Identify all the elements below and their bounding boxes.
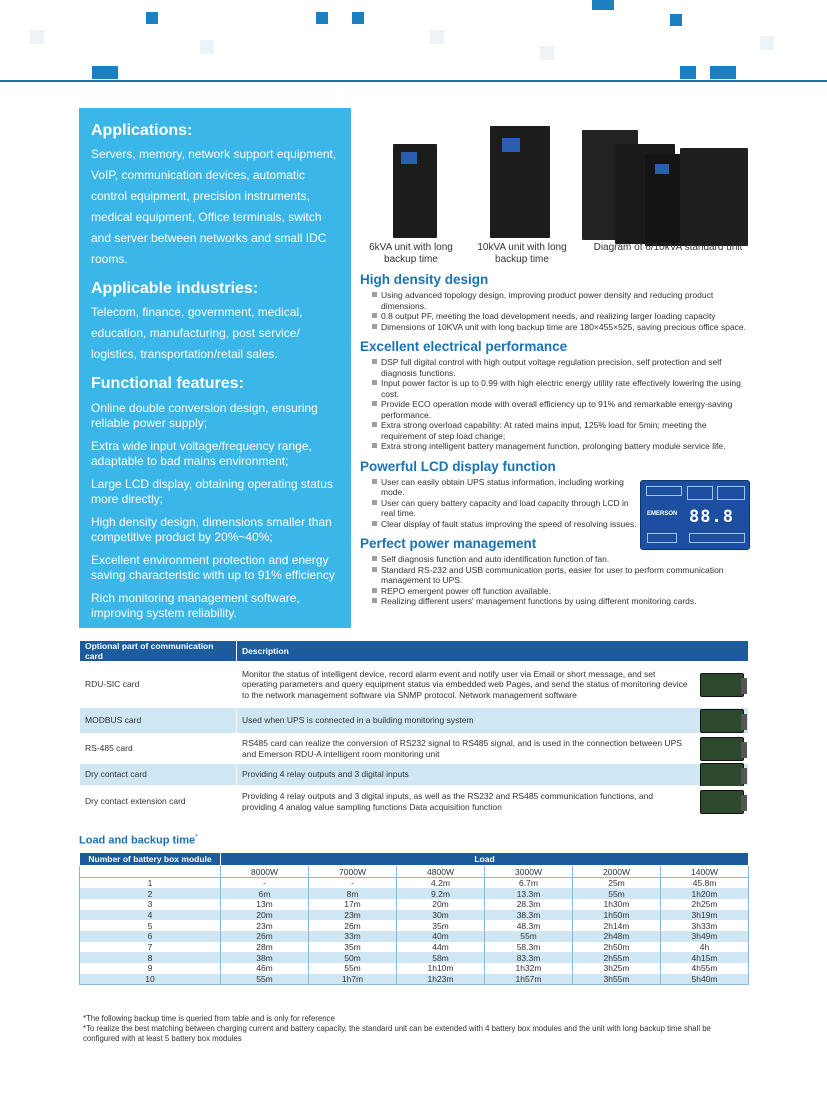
load-columns-row bbox=[80, 866, 749, 878]
card-image bbox=[700, 709, 744, 733]
list-item: Realizing different users' management functions by using different monitoring cards. bbox=[372, 596, 750, 607]
backup-time-cell: 33m bbox=[309, 931, 397, 942]
caption-10kva: 10kVA unit with long backup time bbox=[477, 242, 567, 265]
column-header: Number of battery box module bbox=[80, 853, 221, 866]
section-title-lcd: Powerful LCD display function bbox=[360, 458, 556, 474]
backup-time-cell: 13.3m bbox=[485, 888, 573, 899]
card-name: Dry contact extension card bbox=[80, 786, 237, 818]
features-panel bbox=[79, 108, 351, 628]
applications-title: Applications: bbox=[91, 122, 193, 139]
table-row bbox=[80, 899, 749, 910]
backup-time-cell: 6.7m bbox=[485, 878, 573, 889]
list-item: Standard RS-232 and USB communication ports, easier for user to perform communication management to UPS. bbox=[372, 565, 750, 586]
load-column: 8000W bbox=[221, 866, 309, 878]
feature-item: Rich monitoring management software, improving system reliability. bbox=[91, 591, 300, 620]
footnotes bbox=[79, 1014, 749, 1044]
list-item: Using advanced topology design, improving product power density and reducing product dimensions. bbox=[372, 290, 750, 311]
load-column: 2000W bbox=[573, 866, 661, 878]
backup-time-cell: 55m bbox=[221, 974, 309, 985]
backup-time-cell: 17m bbox=[309, 899, 397, 910]
battery-module-count: 8 bbox=[80, 952, 221, 963]
backup-time-cell: 28m bbox=[221, 942, 309, 953]
communication-card-table bbox=[79, 640, 749, 818]
backup-time-cell: 26m bbox=[309, 920, 397, 931]
deco-square bbox=[680, 66, 696, 79]
backup-time-cell: 1h7m bbox=[309, 974, 397, 985]
backup-time-cell: 1h30m bbox=[573, 899, 661, 910]
backup-time-cell: 1h57m bbox=[485, 974, 573, 985]
backup-time-cell: 2h50m bbox=[573, 942, 661, 953]
battery-module-count: 3 bbox=[80, 899, 221, 910]
battery-module-count: 7 bbox=[80, 942, 221, 953]
backup-time-cell: 26m bbox=[221, 931, 309, 942]
load-column: 4800W bbox=[397, 866, 485, 878]
features-list bbox=[91, 401, 339, 621]
caption-6kva: 6kVA unit with long backup time bbox=[369, 242, 453, 265]
table-row bbox=[80, 910, 749, 921]
feature-item: Large LCD display, obtaining operating status more directly; bbox=[91, 477, 333, 506]
battery-module-count: 4 bbox=[80, 910, 221, 921]
list-item: Dimensions of 10KVA unit with long backup time are 180×455×525, saving precious office space. bbox=[372, 322, 750, 333]
backup-time-cell: 45.8m bbox=[661, 878, 749, 889]
column-header: Description bbox=[237, 641, 749, 662]
list-item: Extra strong intelligent battery management function, prolonging battery module service life. bbox=[372, 441, 750, 452]
backup-time-cell: 6m bbox=[221, 888, 309, 899]
backup-time-cell: 4h bbox=[661, 942, 749, 953]
industries-title: Applicable industries: bbox=[91, 280, 259, 297]
applications-text: Servers, memory, network support equipment, VoIP, communication devices, automatic control equipment, precision instruments, medical equipment, Office terminals, switch and server between networks and small IDC rooms. bbox=[91, 147, 337, 266]
card-description: Monitor the status of intelligent device, record alarm event and notify user via Email or short message, and set operating parameters and query equipment status via embedded web Pages, and send the status of monitoring device to the network management software via SNMP protocol. Network management software bbox=[237, 662, 749, 708]
battery-module-count: 6 bbox=[80, 931, 221, 942]
header-decoration bbox=[0, 0, 827, 84]
backup-time-cell: 55m bbox=[485, 931, 573, 942]
section-title-electrical: Excellent electrical performance bbox=[360, 339, 568, 354]
lcd-panel-image bbox=[640, 480, 750, 550]
column-header: Optional part of communication card bbox=[80, 641, 237, 662]
load-table-title: Load and backup time* bbox=[79, 834, 198, 847]
section-title-power-management: Perfect power management bbox=[360, 536, 537, 551]
backup-time-cell: - bbox=[221, 878, 309, 889]
backup-time-cell: 35m bbox=[397, 920, 485, 931]
list-item: Self diagnosis function and auto identification function of fan. bbox=[372, 554, 750, 565]
load-table-body bbox=[80, 878, 749, 985]
backup-time-cell: 23m bbox=[309, 910, 397, 921]
table-row bbox=[80, 952, 749, 963]
feature-item: Online double conversion design, ensuring reliable power supply; bbox=[91, 401, 318, 430]
table-row bbox=[80, 734, 749, 764]
backup-time-cell: 2h14m bbox=[573, 920, 661, 931]
table-row bbox=[80, 878, 749, 889]
header-rule bbox=[0, 80, 827, 82]
deco-square bbox=[30, 30, 44, 44]
blank-cell bbox=[80, 866, 221, 878]
battery-module-count: 2 bbox=[80, 888, 221, 899]
list-item: Provide ECO operation mode with overall efficiency up to 91% and remarkable energy-saving performance. bbox=[372, 399, 750, 420]
table-row bbox=[80, 662, 749, 708]
battery-module-count: 1 bbox=[80, 878, 221, 889]
backup-time-cell: 2h48m bbox=[573, 931, 661, 942]
battery-module-count: 5 bbox=[80, 920, 221, 931]
card-description: RS485 card can realize the conversion of RS232 signal to RS485 signal, and is used in the connection between UPS and Emerson RDU-A intelligent room monitoring unit bbox=[237, 734, 749, 764]
deco-square bbox=[146, 12, 158, 24]
backup-time-cell: 1h50m bbox=[573, 910, 661, 921]
backup-time-cell: 4.2m bbox=[397, 878, 485, 889]
backup-time-cell: 1h20m bbox=[661, 888, 749, 899]
backup-time-cell: 20m bbox=[221, 910, 309, 921]
spec-sections bbox=[360, 272, 750, 614]
table-row bbox=[80, 764, 749, 786]
deco-square bbox=[670, 14, 682, 26]
backup-time-cell: 1h23m bbox=[397, 974, 485, 985]
deco-square bbox=[352, 12, 364, 24]
ups-6kva-image bbox=[393, 144, 437, 238]
backup-time-cell: 3h25m bbox=[573, 963, 661, 974]
lcd-list bbox=[372, 477, 642, 530]
backup-time-cell: 50m bbox=[309, 952, 397, 963]
backup-time-cell: 55m bbox=[573, 888, 661, 899]
footnote: *To realize the best matching between charging current and battery capacity, the standard unit can be extended with 4 battery box modules and the unit with long backup time shall be configured with at least 5 battery box modules bbox=[83, 1024, 711, 1043]
table-row bbox=[80, 888, 749, 899]
caption-diagram: Diagram of 6/10kVA standard unit bbox=[593, 242, 743, 253]
product-images bbox=[360, 108, 750, 270]
backup-time-cell: 4h55m bbox=[661, 963, 749, 974]
power-management-list bbox=[372, 554, 750, 607]
table-row bbox=[80, 931, 749, 942]
backup-time-cell: 83.3m bbox=[485, 952, 573, 963]
backup-time-cell: 20m bbox=[397, 899, 485, 910]
battery-module-count: 9 bbox=[80, 963, 221, 974]
backup-time-cell: 1h32m bbox=[485, 963, 573, 974]
battery-module-count: 10 bbox=[80, 974, 221, 985]
deco-square bbox=[710, 66, 736, 79]
backup-time-cell: 30m bbox=[397, 910, 485, 921]
industries-text: Telecom, finance, government, medical, education, manufacturing, post service/ logistics, transportation/retail sales. bbox=[91, 305, 303, 361]
table-row bbox=[80, 786, 749, 818]
backup-time-cell: 5h40m bbox=[661, 974, 749, 985]
list-item: DSP full digital control with high output voltage regulation precision, self protection and self diagnosis functions. bbox=[372, 357, 750, 378]
backup-time-cell: 38.3m bbox=[485, 910, 573, 921]
backup-time-cell: 25m bbox=[573, 878, 661, 889]
backup-time-cell: 58.3m bbox=[485, 942, 573, 953]
backup-time-cell: 58m bbox=[397, 952, 485, 963]
card-name: RS-485 card bbox=[80, 734, 237, 764]
backup-time-cell: 40m bbox=[397, 931, 485, 942]
backup-time-cell: 44m bbox=[397, 942, 485, 953]
backup-time-cell: 3h55m bbox=[573, 974, 661, 985]
card-name: RDU-SIC card bbox=[80, 662, 237, 708]
electrical-list bbox=[372, 357, 750, 452]
feature-item: Excellent environment protection and energy saving characteristic with up to 91% efficiency bbox=[91, 553, 335, 582]
section-title-high-density: High density design bbox=[360, 272, 489, 287]
ups-standard-unit-image bbox=[680, 148, 748, 246]
card-description: Providing 4 relay outputs and 3 digital inputs bbox=[237, 764, 749, 786]
table-row bbox=[80, 920, 749, 931]
card-name: MODBUS card bbox=[80, 708, 237, 734]
backup-time-cell: 38m bbox=[221, 952, 309, 963]
table-row bbox=[80, 974, 749, 985]
backup-time-cell: 23m bbox=[221, 920, 309, 931]
card-description: Providing 4 relay outputs and 3 digital inputs, as well as the RS232 and RS485 communication functions, and providing 4 analog value sampling functions Data acquisition function bbox=[237, 786, 749, 818]
load-column: 3000W bbox=[485, 866, 573, 878]
list-item: Extra strong overload capability: At rated mains input, 125% load for 5min; meeting the requirement of step load change; bbox=[372, 420, 750, 441]
lcd-brand: EMERSON bbox=[647, 511, 678, 517]
backup-time-cell: 35m bbox=[309, 942, 397, 953]
backup-time-cell: 3h49m bbox=[661, 931, 749, 942]
load-backup-table bbox=[79, 852, 749, 985]
ups-10kva-image bbox=[490, 126, 550, 238]
high-density-list bbox=[372, 290, 750, 332]
card-image bbox=[700, 737, 744, 761]
features-title: Functional features: bbox=[91, 375, 244, 392]
list-item: 0.8 output PF, meeting the load development needs, and realizing larger loading capacity bbox=[372, 311, 750, 322]
backup-time-cell: 8m bbox=[309, 888, 397, 899]
deco-square bbox=[760, 36, 774, 50]
deco-square bbox=[200, 40, 214, 54]
deco-square bbox=[592, 0, 614, 10]
backup-time-cell: 48.3m bbox=[485, 920, 573, 931]
list-item: User can easily obtain UPS status information, including working mode. bbox=[372, 477, 642, 498]
table-row bbox=[80, 942, 749, 953]
backup-time-cell: 1h10m bbox=[397, 963, 485, 974]
backup-time-cell: - bbox=[309, 878, 397, 889]
feature-item: Extra wide input voltage/frequency range, adaptable to bad mains environment; bbox=[91, 439, 312, 468]
backup-time-cell: 2h55m bbox=[573, 952, 661, 963]
card-image bbox=[700, 763, 744, 787]
backup-time-cell: 9.2m bbox=[397, 888, 485, 899]
backup-time-cell: 55m bbox=[309, 963, 397, 974]
backup-time-cell: 3h19m bbox=[661, 910, 749, 921]
deco-square bbox=[92, 66, 118, 79]
list-item: Clear display of fault status improving the speed of resolving issues. bbox=[372, 519, 642, 530]
backup-time-cell: 28.3m bbox=[485, 899, 573, 910]
deco-square bbox=[430, 30, 444, 44]
card-description: Used when UPS is connected in a building monitoring system bbox=[237, 708, 749, 734]
table-row bbox=[80, 708, 749, 734]
column-header: Load bbox=[221, 853, 749, 866]
table-row bbox=[80, 963, 749, 974]
lcd-digits: 88.8 bbox=[689, 507, 734, 527]
load-column: 7000W bbox=[309, 866, 397, 878]
load-column: 1400W bbox=[661, 866, 749, 878]
deco-square bbox=[316, 12, 328, 24]
feature-item: High density design, dimensions smaller than competitive product by 20%~40%; bbox=[91, 515, 332, 544]
backup-time-cell: 13m bbox=[221, 899, 309, 910]
backup-time-cell: 2h25m bbox=[661, 899, 749, 910]
footnote: *The following backup time is queried from table and is only for reference bbox=[83, 1014, 335, 1023]
list-item: REPO emergent power off function available. bbox=[372, 586, 750, 597]
backup-time-cell: 46m bbox=[221, 963, 309, 974]
card-image bbox=[700, 673, 744, 697]
list-item: Input power factor is up to 0.99 with high electric energy utility rate effectively lowering the using cost. bbox=[372, 378, 750, 399]
list-item: User can query battery capacity and load capacity through LCD in real time. bbox=[372, 498, 642, 519]
card-image bbox=[700, 790, 744, 814]
card-name: Dry contact card bbox=[80, 764, 237, 786]
backup-time-cell: 3h33m bbox=[661, 920, 749, 931]
deco-square bbox=[540, 46, 554, 60]
backup-time-cell: 4h15m bbox=[661, 952, 749, 963]
